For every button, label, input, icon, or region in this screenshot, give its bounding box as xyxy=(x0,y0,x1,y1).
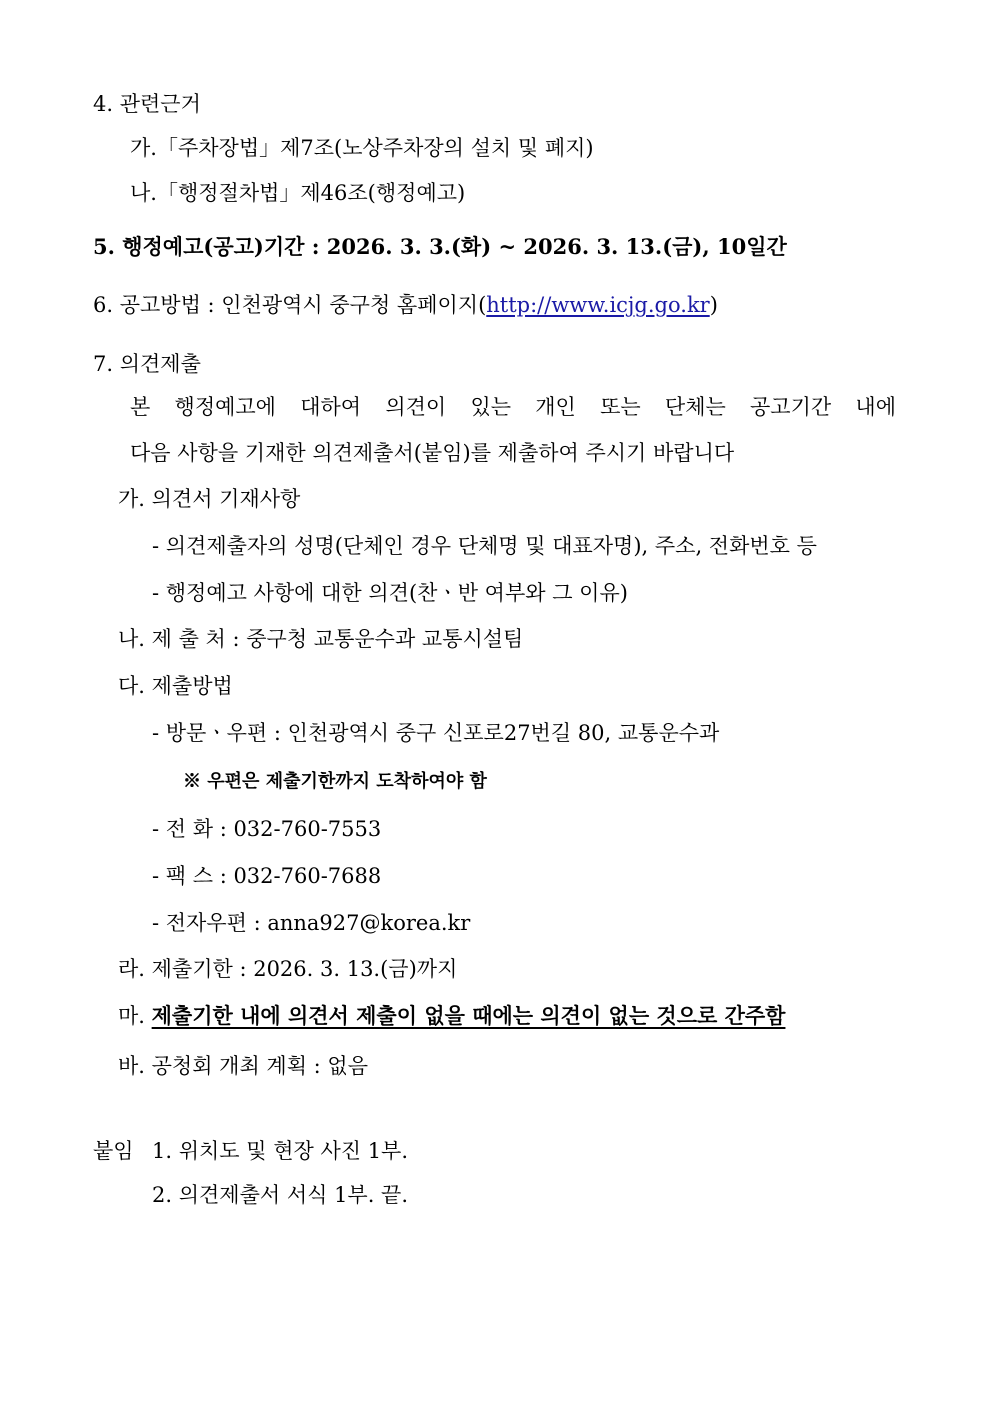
section-6-notice-method xyxy=(93,290,718,320)
legal-basis-procedure-act: 나.「행정절차법」제46조(행정예고) xyxy=(130,181,466,205)
submission-method-title: 다. 제출방법 xyxy=(118,674,233,698)
submission-deadline: 라. 제출기한 : 2026. 3. 13.(금)까지 xyxy=(118,957,458,981)
notice-method-prefix: 6. 공고방법 : 인천광역시 중구청 홈페이지( xyxy=(93,293,487,317)
opinion-item-2: - 행정예고 사항에 대한 의견(찬ㆍ반 여부와 그 이유) xyxy=(152,581,628,605)
public-hearing-plan: 바. 공청회 개최 계획 : 없음 xyxy=(118,1054,368,1078)
no-opinion-prefix: 마. xyxy=(118,1004,152,1028)
section-7-title: 7. 의견제출 xyxy=(93,352,201,376)
submission-office: 나. 제 출 처 : 중구청 교통운수과 교통시설팀 xyxy=(118,627,524,651)
no-opinion-text: 제출기한 내에 의견서 제출이 없을 때에는 의견이 없는 것으로 간주함 xyxy=(151,1003,786,1028)
opinion-body-line-2: 다음 사항을 기재한 의견제출서(붙임)를 제출하여 주시기 바랍니다 xyxy=(130,441,735,465)
submission-fax: - 팩 스 : 032-760-7688 xyxy=(152,864,382,888)
section-5-notice-period: 5. 행정예고(공고)기간 : 2026. 3. 3.(화) ~ 2026. 3. 13.(금), 10일간 xyxy=(93,234,787,259)
notice-method-suffix: ) xyxy=(709,293,718,317)
attachment-item-1: 1. 위치도 및 현장 사진 1부. xyxy=(152,1139,409,1163)
no-opinion-notice xyxy=(118,1001,785,1031)
mail-deadline-note: ※ 우편은 제출기한까지 도착하여야 함 xyxy=(183,771,487,792)
submission-visit-mail: - 방문ㆍ우편 : 인천광역시 중구 신포로27번길 80, 교통운수과 xyxy=(152,721,720,745)
homepage-link[interactable]: http://www.icjg.go.kr xyxy=(486,293,710,317)
legal-basis-parking-act: 가.「주차장법」제7조(노상주차장의 설치 및 폐지) xyxy=(130,136,594,160)
section-4-title: 4. 관련근거 xyxy=(93,92,201,116)
attachment-item-2: 2. 의견제출서 서식 1부. 끝. xyxy=(152,1183,409,1207)
opinion-item-1: - 의견제출자의 성명(단체인 경우 단체명 및 대표자명), 주소, 전화번호 등 xyxy=(152,534,817,558)
opinion-items-title: 가. 의견서 기재사항 xyxy=(118,487,301,511)
submission-phone: - 전 화 : 032-760-7553 xyxy=(152,817,382,841)
opinion-body-line-1: 본 행정예고에 대하여 의견이 있는 개인 또는 단체는 공고기간 내에 xyxy=(130,395,896,419)
submission-email: - 전자우편 : anna927@korea.kr xyxy=(152,911,471,935)
attachment-label: 붙임 xyxy=(93,1139,134,1163)
